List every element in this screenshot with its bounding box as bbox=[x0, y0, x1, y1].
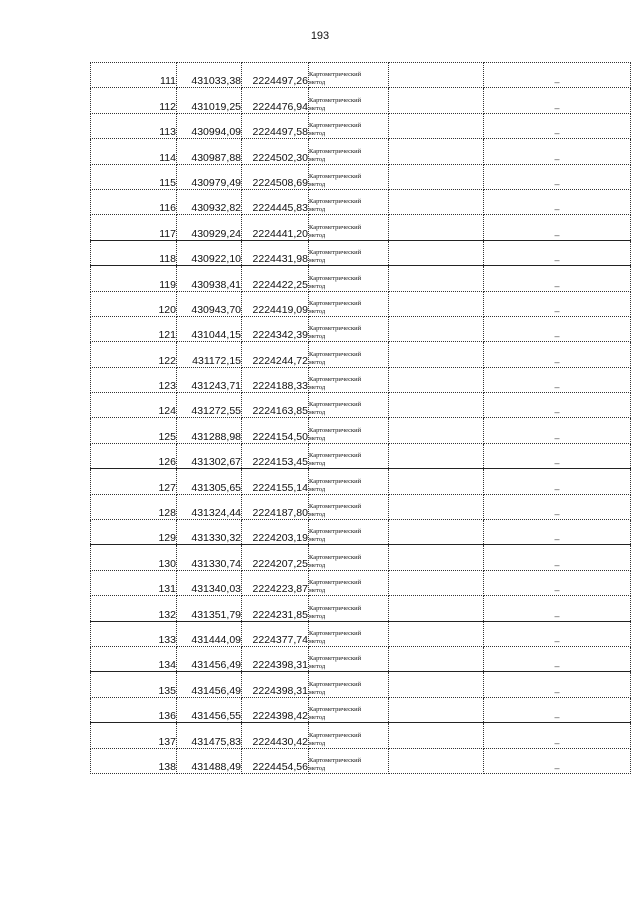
method-line-1: Картометрический bbox=[309, 528, 362, 536]
method-line-1: Картометрический bbox=[309, 172, 362, 180]
method-line-1: Картометрический bbox=[309, 350, 362, 358]
accuracy-dash: – bbox=[484, 723, 631, 748]
coordinate-y: 2224441,20 bbox=[242, 215, 309, 240]
coordinate-y: 2224163,85 bbox=[242, 393, 309, 418]
point-number: 138 bbox=[91, 748, 177, 773]
table-row bbox=[91, 316, 631, 341]
coordinate-y: 2224231,85 bbox=[242, 596, 309, 621]
empty-cell bbox=[389, 342, 484, 367]
method-line-1: Картометрический bbox=[309, 553, 362, 561]
table-row bbox=[91, 88, 631, 113]
coordinate-x: 431172,15 bbox=[177, 342, 242, 367]
method-line-2: метод bbox=[309, 663, 326, 671]
method-line-1: Картометрический bbox=[309, 655, 362, 663]
method-cell bbox=[309, 113, 389, 138]
accuracy-dash: – bbox=[484, 418, 631, 443]
table-row bbox=[91, 570, 631, 595]
method-cell bbox=[309, 672, 389, 697]
coordinate-y: 2224203,19 bbox=[242, 520, 309, 545]
coordinate-y: 2224398,31 bbox=[242, 646, 309, 671]
page-number: 193 bbox=[310, 30, 330, 42]
coordinate-y: 2224422,25 bbox=[242, 266, 309, 291]
empty-cell bbox=[389, 570, 484, 595]
method-line-2: метод bbox=[309, 714, 326, 722]
method-cell bbox=[309, 418, 389, 443]
table-row bbox=[91, 139, 631, 164]
accuracy-dash: – bbox=[484, 393, 631, 418]
method-cell bbox=[309, 215, 389, 240]
method-line-1: Картометрический bbox=[309, 249, 362, 257]
point-number: 133 bbox=[91, 621, 177, 646]
coordinate-x: 431044,15 bbox=[177, 316, 242, 341]
method-line-2: метод bbox=[309, 637, 326, 645]
point-number: 111 bbox=[91, 63, 177, 88]
coordinate-y: 2224223,87 bbox=[242, 570, 309, 595]
accuracy-dash: – bbox=[484, 139, 631, 164]
point-number: 120 bbox=[91, 291, 177, 316]
method-line-1: Картометрический bbox=[309, 452, 362, 460]
point-number: 131 bbox=[91, 570, 177, 595]
coordinate-x: 431330,32 bbox=[177, 520, 242, 545]
empty-cell bbox=[389, 520, 484, 545]
table-row bbox=[91, 672, 631, 697]
method-cell bbox=[309, 240, 389, 265]
accuracy-dash: – bbox=[484, 748, 631, 773]
method-line-2: метод bbox=[309, 409, 326, 417]
coordinate-y: 2224476,94 bbox=[242, 88, 309, 113]
coordinate-x: 431456,49 bbox=[177, 672, 242, 697]
method-line-2: метод bbox=[309, 536, 326, 544]
method-line-1: Картометрический bbox=[309, 426, 362, 434]
accuracy-dash: – bbox=[484, 672, 631, 697]
point-number: 124 bbox=[91, 393, 177, 418]
coordinate-x: 430922,10 bbox=[177, 240, 242, 265]
method-cell bbox=[309, 748, 389, 773]
method-line-2: метод bbox=[309, 358, 326, 366]
method-cell bbox=[309, 520, 389, 545]
method-line-1: Картометрический bbox=[309, 122, 362, 130]
method-line-1: Картометрический bbox=[309, 198, 362, 206]
method-line-1: Картометрический bbox=[309, 731, 362, 739]
method-cell bbox=[309, 494, 389, 519]
method-cell bbox=[309, 291, 389, 316]
point-number: 134 bbox=[91, 646, 177, 671]
coordinates-table bbox=[90, 62, 631, 774]
coordinate-x: 431475,83 bbox=[177, 723, 242, 748]
method-line-1: Картометрический bbox=[309, 325, 362, 333]
coordinate-x: 430929,24 bbox=[177, 215, 242, 240]
method-line-2: метод bbox=[309, 587, 326, 595]
coordinate-x: 430932,82 bbox=[177, 189, 242, 214]
method-line-2: метод bbox=[309, 180, 326, 188]
method-line-1: Картометрический bbox=[309, 503, 362, 511]
empty-cell bbox=[389, 164, 484, 189]
method-line-2: метод bbox=[309, 155, 326, 163]
coordinate-y: 2224244,72 bbox=[242, 342, 309, 367]
table-row bbox=[91, 393, 631, 418]
table-row bbox=[91, 367, 631, 392]
accuracy-dash: – bbox=[484, 164, 631, 189]
method-line-1: Картометрический bbox=[309, 756, 362, 764]
point-number: 116 bbox=[91, 189, 177, 214]
table-row bbox=[91, 113, 631, 138]
method-line-1: Картометрический bbox=[309, 223, 362, 231]
method-line-1: Картометрический bbox=[309, 579, 362, 587]
method-line-2: метод bbox=[309, 688, 326, 696]
table-row bbox=[91, 342, 631, 367]
empty-cell bbox=[389, 646, 484, 671]
accuracy-dash: – bbox=[484, 646, 631, 671]
table-row bbox=[91, 596, 631, 621]
empty-cell bbox=[389, 393, 484, 418]
point-number: 125 bbox=[91, 418, 177, 443]
table-row bbox=[91, 646, 631, 671]
accuracy-dash: – bbox=[484, 215, 631, 240]
point-number: 135 bbox=[91, 672, 177, 697]
empty-cell bbox=[389, 672, 484, 697]
method-line-1: Картометрический bbox=[309, 71, 362, 79]
method-line-2: метод bbox=[309, 460, 326, 468]
method-line-2: метод bbox=[309, 257, 326, 265]
method-line-2: метод bbox=[309, 485, 326, 493]
method-line-1: Картометрический bbox=[309, 376, 362, 384]
coordinate-y: 2224454,56 bbox=[242, 748, 309, 773]
coordinate-x: 430994,09 bbox=[177, 113, 242, 138]
coordinate-x: 431272,55 bbox=[177, 393, 242, 418]
empty-cell bbox=[389, 418, 484, 443]
coordinate-y: 2224502,30 bbox=[242, 139, 309, 164]
empty-cell bbox=[389, 469, 484, 494]
empty-cell bbox=[389, 113, 484, 138]
method-line-2: метод bbox=[309, 130, 326, 138]
coordinate-x: 431456,49 bbox=[177, 646, 242, 671]
point-number: 129 bbox=[91, 520, 177, 545]
method-cell bbox=[309, 164, 389, 189]
empty-cell bbox=[389, 88, 484, 113]
coordinate-y: 2224398,31 bbox=[242, 672, 309, 697]
accuracy-dash: – bbox=[484, 545, 631, 570]
empty-cell bbox=[389, 266, 484, 291]
empty-cell bbox=[389, 723, 484, 748]
empty-cell bbox=[389, 139, 484, 164]
point-number: 137 bbox=[91, 723, 177, 748]
coordinate-y: 2224207,25 bbox=[242, 545, 309, 570]
method-cell bbox=[309, 443, 389, 468]
accuracy-dash: – bbox=[484, 88, 631, 113]
coordinate-x: 431302,67 bbox=[177, 443, 242, 468]
table-row bbox=[91, 164, 631, 189]
coordinate-x: 431305,65 bbox=[177, 469, 242, 494]
method-line-2: метод bbox=[309, 282, 326, 290]
accuracy-dash: – bbox=[484, 621, 631, 646]
coordinate-y: 2224497,58 bbox=[242, 113, 309, 138]
method-cell bbox=[309, 189, 389, 214]
accuracy-dash: – bbox=[484, 570, 631, 595]
point-number: 127 bbox=[91, 469, 177, 494]
point-number: 130 bbox=[91, 545, 177, 570]
method-cell bbox=[309, 139, 389, 164]
empty-cell bbox=[389, 545, 484, 570]
coordinate-y: 2224187,80 bbox=[242, 494, 309, 519]
table-row bbox=[91, 189, 631, 214]
empty-cell bbox=[389, 443, 484, 468]
accuracy-dash: – bbox=[484, 367, 631, 392]
table-row bbox=[91, 520, 631, 545]
point-number: 136 bbox=[91, 697, 177, 722]
method-line-2: метод bbox=[309, 764, 326, 772]
table-row bbox=[91, 494, 631, 519]
accuracy-dash: – bbox=[484, 291, 631, 316]
method-line-1: Картометрический bbox=[309, 147, 362, 155]
method-line-1: Картометрический bbox=[309, 299, 362, 307]
table-row bbox=[91, 469, 631, 494]
point-number: 121 bbox=[91, 316, 177, 341]
table-row bbox=[91, 418, 631, 443]
empty-cell bbox=[389, 596, 484, 621]
accuracy-dash: – bbox=[484, 266, 631, 291]
method-cell bbox=[309, 88, 389, 113]
method-cell bbox=[309, 393, 389, 418]
table-row bbox=[91, 266, 631, 291]
method-cell bbox=[309, 342, 389, 367]
method-cell bbox=[309, 316, 389, 341]
method-line-2: метод bbox=[309, 511, 326, 519]
point-number: 118 bbox=[91, 240, 177, 265]
method-line-2: метод bbox=[309, 612, 326, 620]
coordinate-y: 2224377,74 bbox=[242, 621, 309, 646]
accuracy-dash: – bbox=[484, 240, 631, 265]
coordinate-x: 431033,38 bbox=[177, 63, 242, 88]
empty-cell bbox=[389, 494, 484, 519]
method-line-1: Картометрический bbox=[309, 706, 362, 714]
coordinate-x: 431288,98 bbox=[177, 418, 242, 443]
empty-cell bbox=[389, 63, 484, 88]
coordinate-y: 2224431,98 bbox=[242, 240, 309, 265]
empty-cell bbox=[389, 748, 484, 773]
accuracy-dash: – bbox=[484, 113, 631, 138]
method-line-1: Картометрический bbox=[309, 629, 362, 637]
coordinate-x: 431456,55 bbox=[177, 697, 242, 722]
accuracy-dash: – bbox=[484, 342, 631, 367]
empty-cell bbox=[389, 367, 484, 392]
empty-cell bbox=[389, 291, 484, 316]
method-line-2: метод bbox=[309, 104, 326, 112]
method-cell bbox=[309, 266, 389, 291]
method-cell bbox=[309, 646, 389, 671]
coordinate-x: 431488,49 bbox=[177, 748, 242, 773]
method-line-2: метод bbox=[309, 739, 326, 747]
method-line-2: метод bbox=[309, 307, 326, 315]
coordinate-x: 431243,71 bbox=[177, 367, 242, 392]
method-line-1: Картометрический bbox=[309, 274, 362, 282]
point-number: 115 bbox=[91, 164, 177, 189]
coordinate-y: 2224445,83 bbox=[242, 189, 309, 214]
coordinate-x: 430979,49 bbox=[177, 164, 242, 189]
method-cell bbox=[309, 697, 389, 722]
method-line-2: метод bbox=[309, 434, 326, 442]
coordinate-y: 2224342,39 bbox=[242, 316, 309, 341]
point-number: 117 bbox=[91, 215, 177, 240]
coordinate-x: 431351,79 bbox=[177, 596, 242, 621]
accuracy-dash: – bbox=[484, 189, 631, 214]
coordinate-x: 431340,03 bbox=[177, 570, 242, 595]
accuracy-dash: – bbox=[484, 596, 631, 621]
accuracy-dash: – bbox=[484, 469, 631, 494]
table-row bbox=[91, 697, 631, 722]
empty-cell bbox=[389, 215, 484, 240]
table-row bbox=[91, 723, 631, 748]
coordinate-y: 2224153,45 bbox=[242, 443, 309, 468]
method-cell bbox=[309, 723, 389, 748]
method-cell bbox=[309, 596, 389, 621]
coordinate-y: 2224398,42 bbox=[242, 697, 309, 722]
method-line-1: Картометрический bbox=[309, 680, 362, 688]
method-cell bbox=[309, 469, 389, 494]
method-line-1: Картометрический bbox=[309, 477, 362, 485]
accuracy-dash: – bbox=[484, 494, 631, 519]
table-row bbox=[91, 545, 631, 570]
point-number: 113 bbox=[91, 113, 177, 138]
method-line-2: метод bbox=[309, 561, 326, 569]
empty-cell bbox=[389, 189, 484, 214]
table-row bbox=[91, 215, 631, 240]
coordinate-x: 431444,09 bbox=[177, 621, 242, 646]
coordinate-y: 2224419,09 bbox=[242, 291, 309, 316]
accuracy-dash: – bbox=[484, 443, 631, 468]
point-number: 119 bbox=[91, 266, 177, 291]
point-number: 114 bbox=[91, 139, 177, 164]
method-cell bbox=[309, 621, 389, 646]
table-row bbox=[91, 291, 631, 316]
method-line-2: метод bbox=[309, 384, 326, 392]
empty-cell bbox=[389, 316, 484, 341]
point-number: 126 bbox=[91, 443, 177, 468]
table-row bbox=[91, 240, 631, 265]
method-cell bbox=[309, 570, 389, 595]
coordinate-y: 2224508,69 bbox=[242, 164, 309, 189]
accuracy-dash: – bbox=[484, 316, 631, 341]
coordinate-x: 430938,41 bbox=[177, 266, 242, 291]
empty-cell bbox=[389, 621, 484, 646]
method-line-1: Картометрический bbox=[309, 604, 362, 612]
method-line-2: метод bbox=[309, 231, 326, 239]
method-cell bbox=[309, 545, 389, 570]
table-row bbox=[91, 443, 631, 468]
method-cell bbox=[309, 367, 389, 392]
point-number: 112 bbox=[91, 88, 177, 113]
method-line-1: Картометрический bbox=[309, 96, 362, 104]
table-row bbox=[91, 63, 631, 88]
coordinate-y: 2224155,14 bbox=[242, 469, 309, 494]
coordinate-x: 430943,70 bbox=[177, 291, 242, 316]
coordinate-x: 431019,25 bbox=[177, 88, 242, 113]
method-line-2: метод bbox=[309, 333, 326, 341]
empty-cell bbox=[389, 240, 484, 265]
method-line-2: метод bbox=[309, 206, 326, 214]
point-number: 132 bbox=[91, 596, 177, 621]
coordinate-y: 2224188,33 bbox=[242, 367, 309, 392]
accuracy-dash: – bbox=[484, 63, 631, 88]
point-number: 122 bbox=[91, 342, 177, 367]
coordinate-x: 430987,88 bbox=[177, 139, 242, 164]
point-number: 128 bbox=[91, 494, 177, 519]
method-line-1: Картометрический bbox=[309, 401, 362, 409]
table-row bbox=[91, 621, 631, 646]
coordinate-y: 2224497,26 bbox=[242, 63, 309, 88]
table-row bbox=[91, 748, 631, 773]
accuracy-dash: – bbox=[484, 520, 631, 545]
empty-cell bbox=[389, 697, 484, 722]
method-line-2: метод bbox=[309, 79, 326, 87]
coordinate-x: 431324,44 bbox=[177, 494, 242, 519]
coordinate-y: 2224154,50 bbox=[242, 418, 309, 443]
point-number: 123 bbox=[91, 367, 177, 392]
coordinate-x: 431330,74 bbox=[177, 545, 242, 570]
accuracy-dash: – bbox=[484, 697, 631, 722]
coordinates-table-body bbox=[91, 63, 631, 774]
coordinate-y: 2224430,42 bbox=[242, 723, 309, 748]
method-cell bbox=[309, 63, 389, 88]
